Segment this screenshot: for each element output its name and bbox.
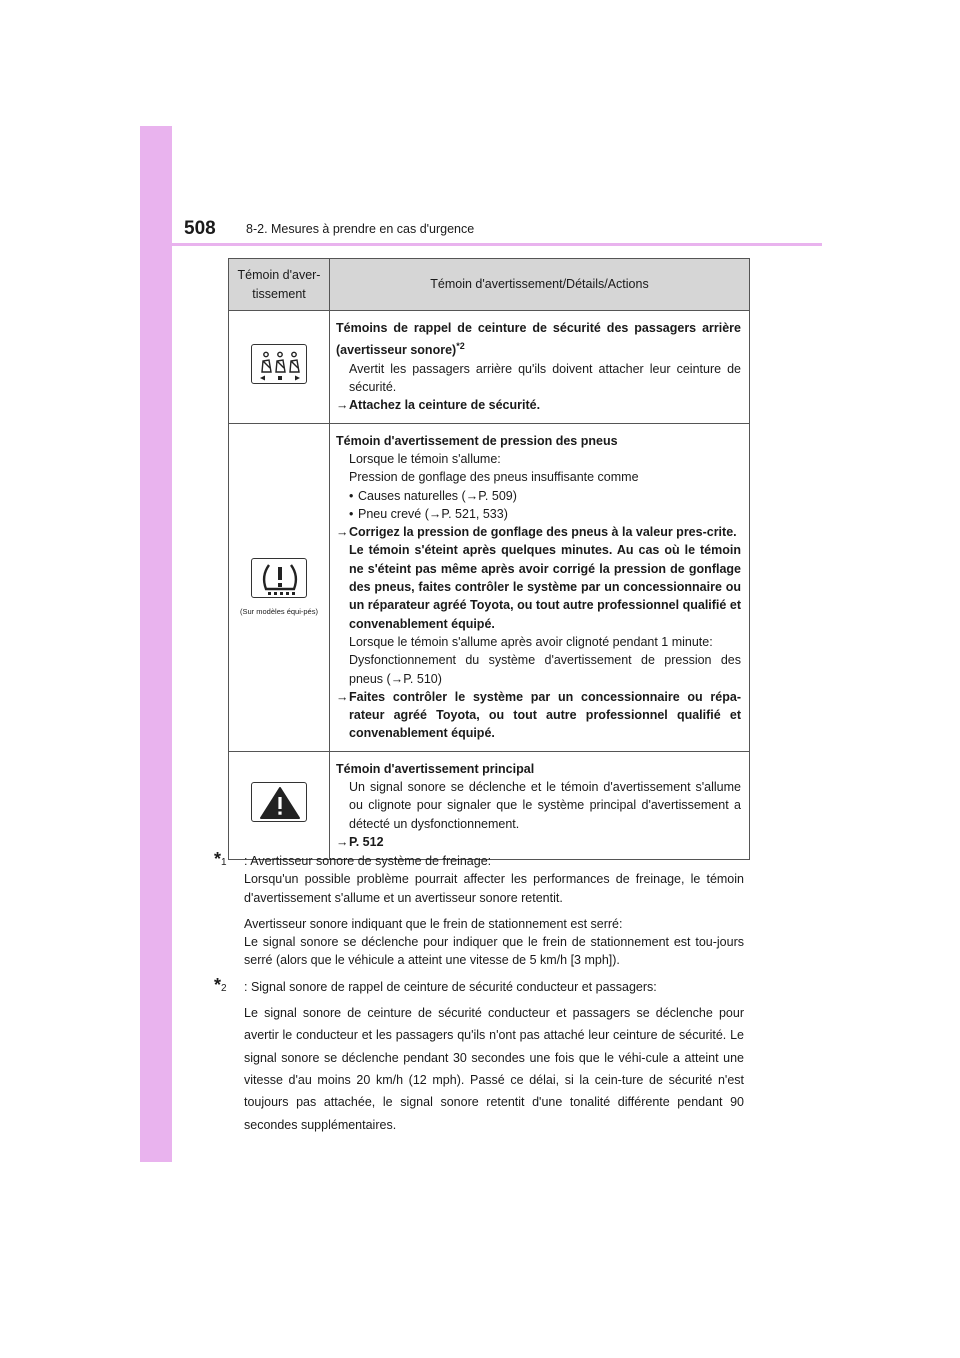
arrow-icon: → [336, 398, 349, 413]
footnote-marker: *1 [214, 849, 227, 869]
row-description [330, 311, 750, 424]
footnote-title: Avertisseur sonore indiquant que le frein de stationnement est serré: [244, 916, 623, 931]
row-action: Corrigez la pression de gonflage des pneus à la valeur pres-crite. [349, 525, 737, 540]
icon-cell [229, 311, 330, 424]
col-header-light: Témoin d'aver-tissement [229, 259, 330, 311]
list-item: • Causes naturelles (→P. 509) [336, 487, 741, 505]
footnote-1 [214, 849, 744, 970]
rear-seatbelt-reminder-icon [251, 344, 307, 384]
footnote-text: Lorsqu'un possible problème pourrait affecter les performances de freinage, le témoin d'avertissement s'allume et un avertisseur sonore retentit. [244, 872, 744, 905]
footnotes [214, 849, 744, 1136]
row-description [330, 423, 750, 751]
footnote-marker: *2 [214, 974, 227, 995]
list-item: • Pneu crevé (→P. 521, 533) [336, 505, 741, 523]
arrow-icon: → [336, 689, 349, 704]
row-text: Avertit les passagers arrière qu'ils doivent attacher leur ceinture de sécurité. [349, 361, 741, 395]
tire-pressure-warning-icon [251, 558, 307, 598]
footnote-2 [214, 974, 744, 1136]
arrow-icon: → [336, 834, 349, 849]
row-text: Pression de gonflage des pneus insuffisante comme [349, 470, 639, 485]
icon-cell [229, 751, 330, 859]
page-number: 508 [184, 218, 216, 239]
section-title: 8-2. Mesures à prendre en cas d'urgence [246, 222, 475, 236]
row-action: P. 512 [349, 834, 384, 849]
row-title: Témoins de rappel de ceinture de sécurité des passagers arrière (avertisseur sonore) [336, 321, 741, 358]
row-text: Lorsque le témoin s'allume: [349, 451, 501, 466]
row-action: Faites contrôler le système par un concessionnaire ou répa-rateur agréé Toyota, ou tout autre professionnel qualifié et convenablement équipé. [349, 689, 741, 741]
table-row [229, 751, 750, 859]
footnote-title: : Avertisseur sonore de système de freinage: [244, 854, 492, 868]
row-text: Dysfonctionnement du système d'avertissement de pression des pneus (→P. 510) [349, 653, 741, 686]
header-rule [172, 243, 822, 246]
row-text: Lorsque le témoin s'allume après avoir clignoté pendant 1 minute: [349, 634, 713, 649]
row-title: Témoin d'avertissement de pression des pneus [336, 433, 618, 448]
col-header-details: Témoin d'avertissement/Détails/Actions [330, 259, 750, 311]
footnote-title: : Signal sonore de rappel de ceinture de sécurité conducteur et passagers: [244, 979, 657, 994]
footnote-ref: *2 [456, 341, 465, 352]
table-header-row [229, 259, 750, 311]
row-action: Attachez la ceinture de sécurité. [349, 398, 541, 413]
icon-caption: (Sur modèles équi-pés) [240, 607, 318, 617]
warning-light-table [228, 258, 750, 860]
arrow-icon: → [336, 525, 349, 540]
row-action-detail: Le témoin s'éteint après quelques minutes. Au cas où le témoin ne s'éteint pas même après avoir corrigé la pression de gonflage des pneus, faites contrôler le système par un concessionnaire ou un réparateur agréé Toyota, ou tout autre professionnel qualifié et convenablement équipé. [349, 543, 741, 631]
row-title: Témoin d'avertissement principal [336, 761, 535, 776]
table-row [229, 311, 750, 424]
row-description [330, 751, 750, 859]
chapter-side-tab [140, 126, 172, 1162]
master-warning-icon [251, 782, 307, 822]
footnote-text: Le signal sonore se déclenche pour indiquer que le frein de stationnement est tou-jours serré (alors que le véhicule a atteint une vitesse de 5 km/h [3 mph]). [244, 935, 744, 968]
row-text: Un signal sonore se déclenche et le témoin d'avertissement s'allume ou clignote pour signaler que le système principal d'avertissement a détecté un dysfonctionnement. [349, 779, 741, 831]
table-row [229, 423, 750, 751]
footnote-text: Le signal sonore de ceinture de sécurité conducteur et passagers se déclenche pour avertir le conducteur et les passagers qu'ils n'ont pas attaché leur ceinture de sécurité. Le signal sonore se déclenche pendant 30 secondes une fois que le véhi-cule a atteint une vitesse d'au moins 20 km/h (12 mph). Passé ce délai, si la cein-ture de sécurité n'est toujours pas attachée, le signal sonore retentit d'une tonalité différente pendant 90 secondes supplémentaires. [244, 1006, 744, 1132]
icon-cell [229, 423, 330, 751]
